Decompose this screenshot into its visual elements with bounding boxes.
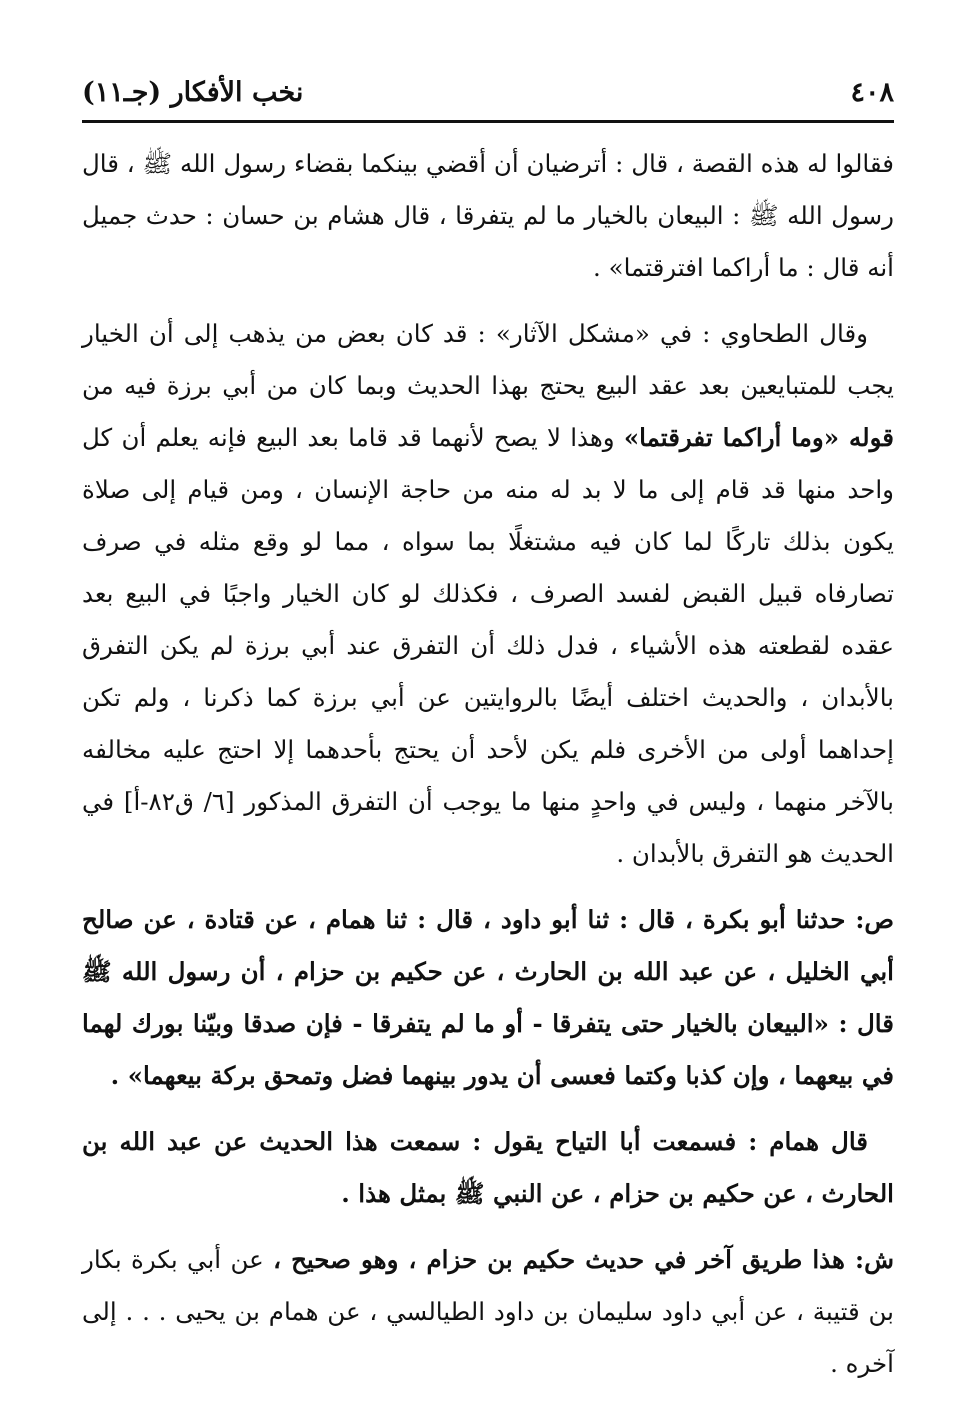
paragraph-5-label: ش: هذا طريق آخر في حديث حكيم بن حزام ، وهو صحيح ، (273, 1245, 894, 1274)
paragraph-4-text: قال همام : فسمعت أبا التياح يقول : سمعت هذا الحديث عن عبد الله بن الحارث ، عن حكيم بن حزام ، عن النبي ﷺ بمثل هذا . (82, 1127, 894, 1208)
paragraph-2-quote: قوله «وما أراكما تفرقتما» (623, 423, 894, 452)
header-divider (82, 120, 894, 123)
paragraph-3 (82, 894, 894, 1102)
paragraph-1-text: فقالوا له هذه القصة ، قال : أترضيان أن أقضي بينكما بقضاء رسول الله ﷺ ، قال رسول الله ﷺ : البيعان بالخيار ما لم يتفرقا ، قال هشام بن حسان : حدث جميل أنه قال : ما أراكما افترقتما» . (82, 149, 894, 282)
paragraph-2-intro: وقال الطحاوي : في «مشكل الآثار» : قد كان بعض من يذهب إلى أن الخيار يجب للمتبايعين بعد عقد البيع يحتج بهذا الحديث وبما كان من أبي برزة فيه من (82, 319, 894, 400)
paragraph-2 (82, 308, 894, 880)
page-header (82, 68, 894, 116)
paragraph-5 (82, 1234, 894, 1390)
paragraph-5-rest: عن أبي بكرة بكار بن قتيبة ، عن أبي داود سليمان بن داود الطيالسي ، عن همام بن يحيى . . . إلى آخره . (82, 1245, 894, 1378)
book-title: نخب الأفكار (جـ١١) (82, 76, 304, 108)
paragraph-3-text: ص: حدثنا أبو بكرة ، قال : ثنا أبو داود ، قال : ثنا همام ، عن قتادة ، عن صالح أبي الخليل ، عن عبد الله بن الحارث ، عن حكيم بن حزام ، أن رسول الله ﷺ قال : «البيعان بالخيار حتى يتفرقا - أو ما لم يتفرقا - فإن صدقا وبيّنا بورك لهما في بيعهما ، وإن كذبا وكتما فعسى أن يدور بينهما فضل وتمحق بركة بيعهما» . (82, 905, 894, 1090)
paragraph-1 (82, 138, 894, 294)
paragraph-4 (82, 1116, 894, 1220)
main-text (82, 138, 894, 1404)
paragraph-2-rest: وهذا لا يصح لأنهما قد قاما بعد البيع فإنه يعلم أن كل واحد منها قد قام إلى ما لا بد له منه من حاجة الإنسان ، ومن قيام إلى صلاة يكون بذلك تاركًا لما كان فيه مشتغلًا بما سواه ، مما لو وقع مثله في صرف تصارفاه قبيل القبض لفسد الصرف ، فكذلك لو كان الخيار واجبًا في البيع بعد عقده لقطعته هذه الأشياء ، فدل ذلك أن التفرق عند أبي برزة لم يكن التفرق بالأبدان ، والحديث اختلف أيضًا بالروايتين عن أبي برزة كما ذكرنا ، ولم تكن إحداهما أولى من الأخرى فلم يكن لأحد أن يحتج بأحدهما إلا احتج عليه مخالفه بالآخر منهما ، وليس في واحدٍ منها ما يوجب أن التفرق المذكور [٦/ ق٨٢-أ] في الحديث هو التفرق بالأبدان . (82, 423, 894, 868)
page-number: ٤٠٨ (850, 76, 894, 108)
